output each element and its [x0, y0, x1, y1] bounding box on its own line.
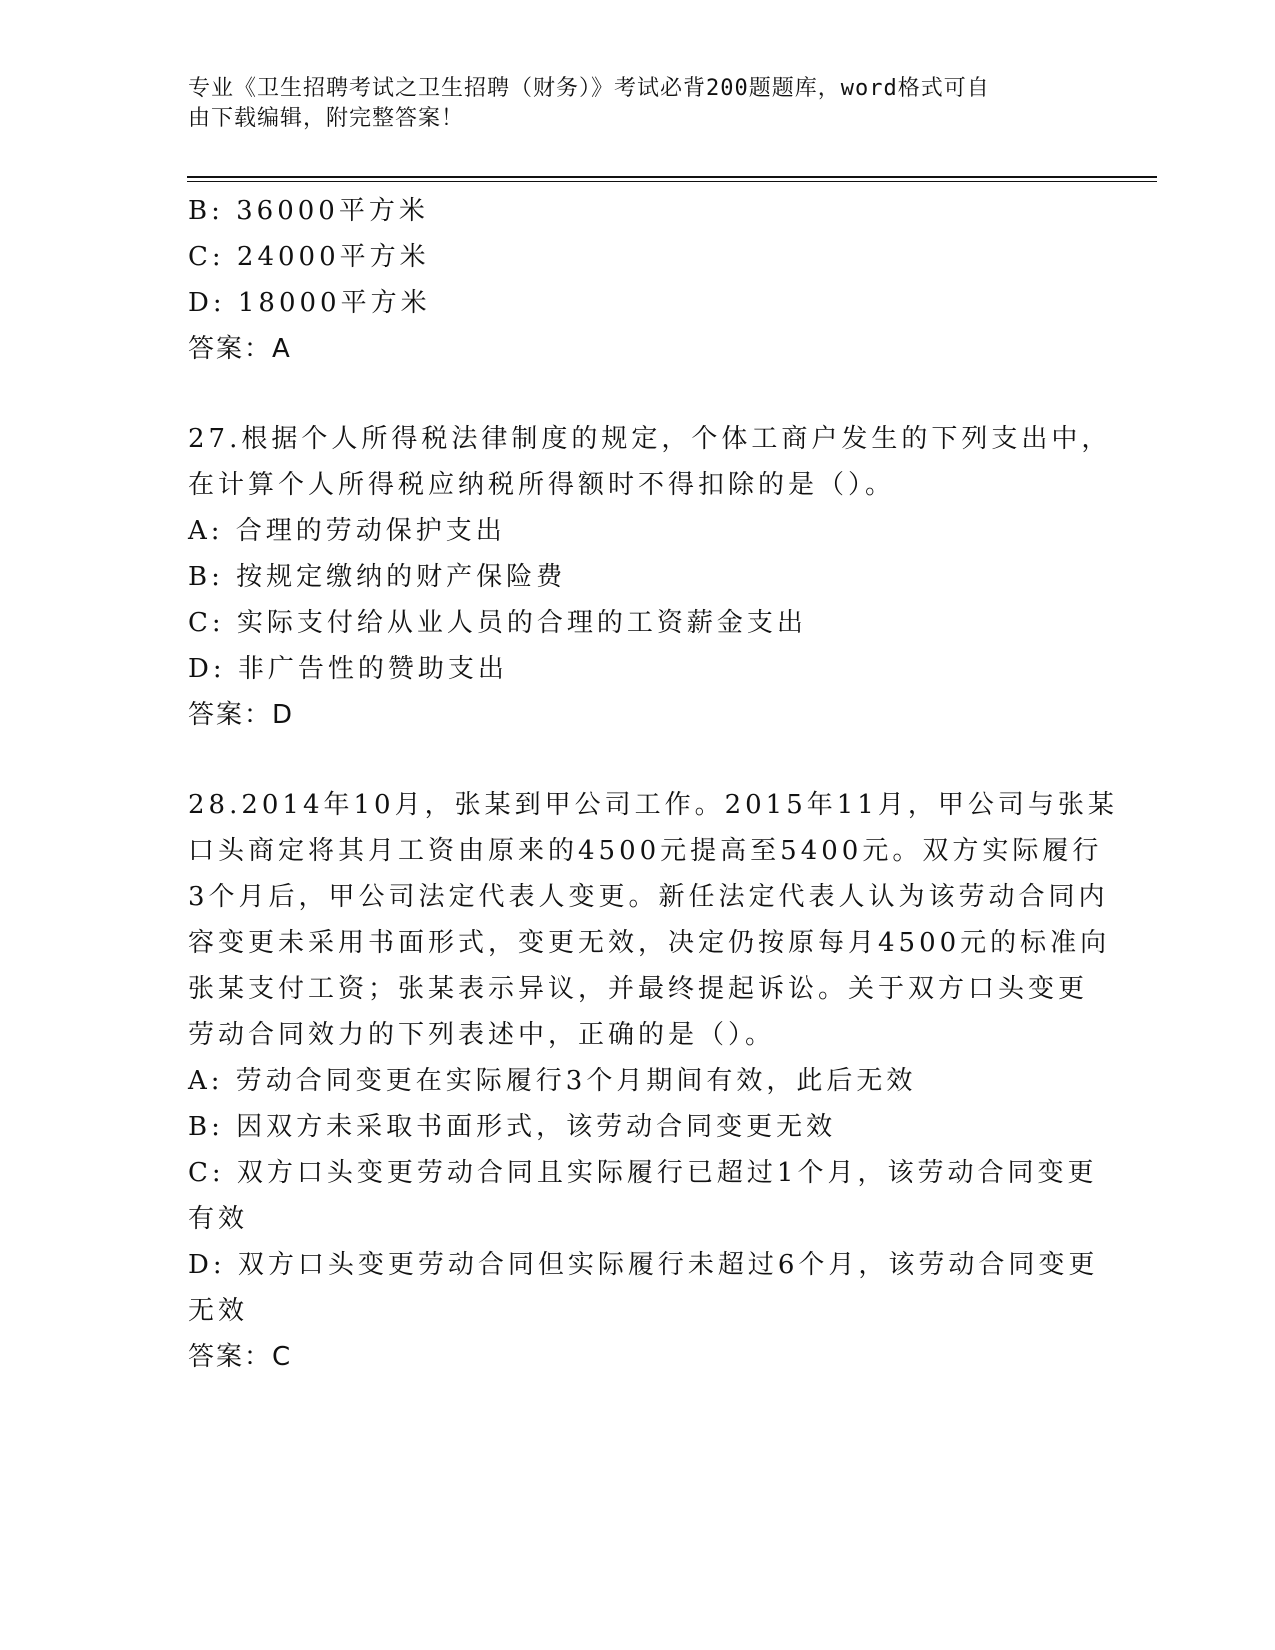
- q28-option-b: B: 因双方未采取书面形式，该劳动合同变更无效: [188, 1112, 837, 1142]
- q26-option-b: B: 36000平方米: [188, 196, 429, 226]
- q28-option-d-line-1: D: 双方口头变更劳动合同但实际履行未超过6个月，该劳动合同变更: [188, 1250, 1099, 1280]
- q28-stem-line-1: 28.2014年10月，张某到甲公司工作。2015年11月，甲公司与张某: [188, 790, 1118, 820]
- q27-option-c: C: 实际支付给从业人员的合理的工资薪金支出: [188, 608, 807, 638]
- spacer: [188, 738, 1108, 782]
- q26-option-c: C: 24000平方米: [188, 242, 430, 272]
- q27-option-d: D: 非广告性的赞助支出: [188, 654, 508, 684]
- header-rule-thin: [187, 181, 1157, 182]
- document-header: [188, 74, 1088, 134]
- q27-stem-line-2: 在计算个人所得税应纳税所得额时不得扣除的是（）。: [188, 470, 896, 500]
- q28-option-d-line-2: 无效: [188, 1296, 249, 1326]
- header-line-1: 专业《卫生招聘考试之卫生招聘（财务）》考试必背200题题库，word格式可自: [188, 76, 990, 101]
- q28-stem-line-2: 口头商定将其月工资由原来的4500元提高至5400元。双方实际履行: [188, 836, 1103, 866]
- q26-option-d: D: 18000平方米: [188, 288, 431, 318]
- header-line-2: 由下载编辑，附完整答案！: [188, 106, 465, 131]
- q27-option-a: A: 合理的劳动保护支出: [188, 516, 506, 546]
- header-rule-thick: [187, 176, 1157, 178]
- q28-option-a: A: 劳动合同变更在实际履行3个月期间有效，此后无效: [188, 1066, 917, 1096]
- q28-stem-line-3: 3个月后，甲公司法定代表人变更。新任法定代表人认为该劳动合同内: [188, 882, 1109, 912]
- spacer: [188, 372, 1108, 416]
- q27-answer: 答案：D: [188, 700, 295, 730]
- q28-option-c-line-2: 有效: [188, 1204, 249, 1234]
- q28-stem-line-5: 张某支付工资；张某表示异议，并最终提起诉讼。关于双方口头变更: [188, 974, 1089, 1004]
- q26-answer: 答案：A: [188, 334, 292, 364]
- q28-stem-line-6: 劳动合同效力的下列表述中，正确的是（）。: [188, 1020, 776, 1050]
- q28-stem-line-4: 容变更未采用书面形式，变更无效，决定仍按原每月4500元的标准向: [188, 928, 1111, 958]
- q28-answer: 答案：C: [188, 1342, 293, 1372]
- q27-stem-line-1: 27.根据个人所得税法律制度的规定，个体工商户发生的下列支出中，: [188, 424, 1112, 454]
- q27-option-b: B: 按规定缴纳的财产保险费: [188, 562, 567, 592]
- question-content: [188, 188, 1118, 1380]
- q28-option-c-line-1: C: 双方口头变更劳动合同且实际履行已超过1个月，该劳动合同变更: [188, 1158, 1098, 1188]
